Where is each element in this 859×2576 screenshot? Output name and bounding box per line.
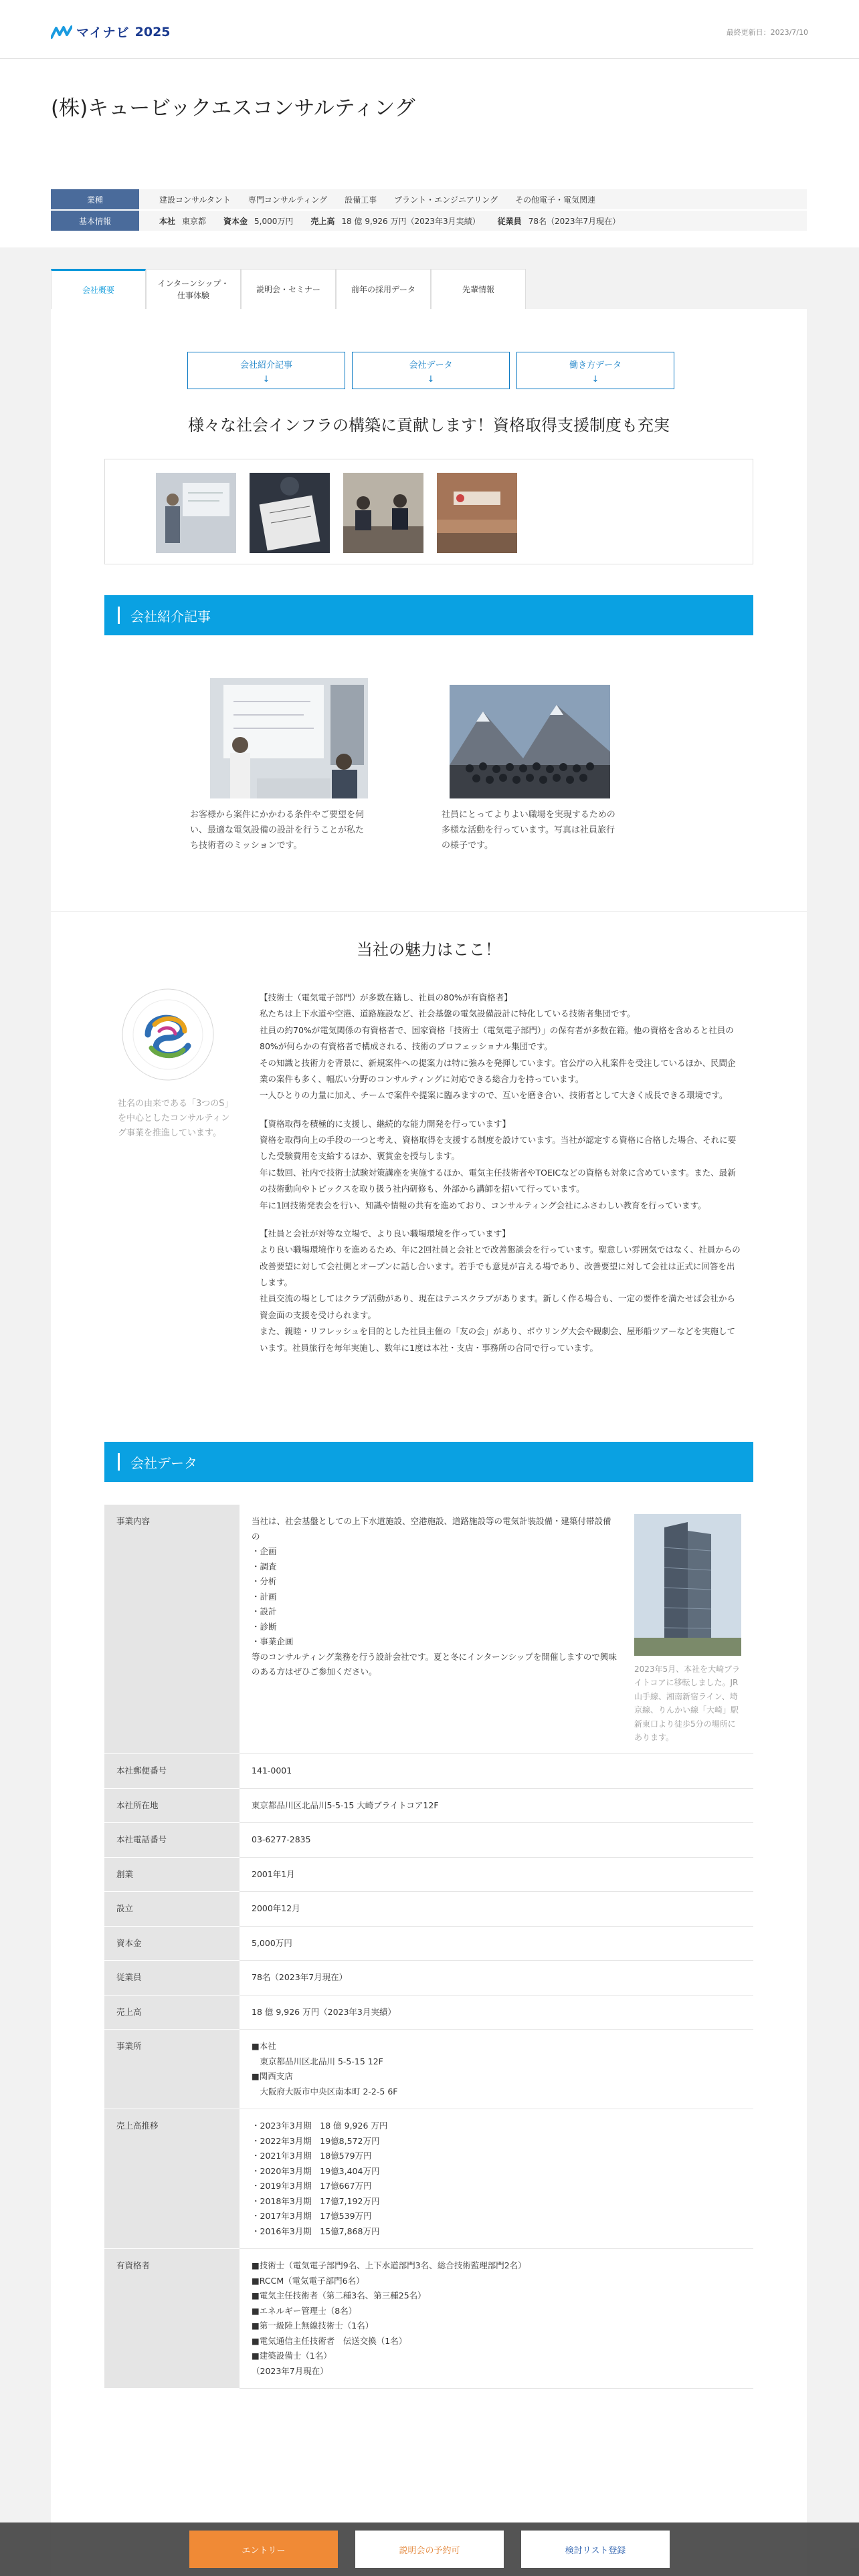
table-key: 本社郵便番号 [104, 1754, 240, 1789]
table-row [104, 1892, 753, 1927]
bottom-action-bar [0, 2523, 859, 2576]
table-key: 設立 [104, 1892, 240, 1927]
table-value: 18 億 9,926 万円（2023年3月実績） [240, 1995, 753, 2030]
table-row [104, 1754, 753, 1789]
anchor-links [187, 352, 674, 389]
article-card-design[interactable] [190, 678, 364, 853]
gallery-photo-office-sign[interactable] [437, 473, 517, 553]
table-value: 141-0001 [240, 1754, 753, 1789]
seminar-reservation-button[interactable]: 説明会の予約可 [355, 2531, 504, 2568]
table-key: 創業 [104, 1857, 240, 1892]
table-value: 5,000万円 [240, 1926, 753, 1961]
charm-paragraph-2: 【資格取得を積極的に支援し、継続的な能力開発を行っています】 資格を取得向上の手段の一つと考え、資格取得を支援する制度を設けています。当社が認定する資格に合格した場合、それに要した受験費用を支給するほか、褒賞金を授与します。 年に数回、社内で技術士試験対策講座を実施するほか、電気主任技術者やTOEICなどの資格も対象に含めています。また、最新の技術動向やトピックスを取り扱う社内研修も、外部から講師を招いて行っています。 年に1回技術発表会を行い、知識や情報の共有を進めており、コンサルティング会社にふさわしい教育を行っています。 [260, 1118, 737, 1210]
table-value: 2001年1月 [240, 1857, 753, 1892]
table-key: 事業所 [104, 2030, 240, 2109]
basic-info-row [51, 211, 807, 231]
brand-name: マイナビ [76, 25, 130, 40]
hq-photo-caption: 2023年5月、本社を大崎ブライトコアに移転しました。JR山手線、湘南新宿ライン、埼京線、りんかい線「大崎」駅 新東口より徒歩5分の場所にあります。 [634, 1665, 747, 1742]
basic-info-values [139, 215, 620, 227]
employees-info: 従業員 78名（2023年7月現在） [497, 216, 621, 226]
company-headline: 様々な社会インフラの構築に貢献します！資格取得支援制度も充実 [188, 416, 670, 435]
hq-building-photo [634, 1514, 741, 1656]
company-info [51, 189, 807, 231]
3s-logo-emblem [118, 984, 218, 1085]
industry-item[interactable]: 専門コンサルティング [248, 195, 328, 205]
table-row [104, 1788, 753, 1823]
industry-row [51, 189, 807, 209]
brand-year: 2025 [134, 24, 171, 39]
table-value-sales-history: ・2023年3月期 18 億 9,926 万円 ・2022年3月期 19億8,572万円 ・2021年3月期 18億579万円 ・2020年3月期 19億3,404万円 ・2019年3月期 17億667万円 ・2018年3月期 17億7,192万円 ・2017年3月期 17億539万円 ・2016年3月期 15億7,868万円 [240, 2109, 753, 2249]
table-value: 78名（2023年7月現在） [240, 1961, 753, 1996]
table-row [104, 2249, 753, 2389]
anchor-workstyle-data[interactable]: 働き方データ ↓ [516, 352, 674, 389]
gallery-photo-presentation[interactable] [156, 473, 236, 553]
table-key: 売上高 [104, 1995, 240, 2030]
gallery-photo-meeting[interactable] [343, 473, 423, 553]
photo-gallery [104, 459, 753, 564]
tab-company-overview[interactable]: 会社概要 [51, 269, 146, 309]
table-key: 有資格者 [104, 2249, 240, 2389]
industry-item[interactable]: 建設コンサルタント [159, 195, 231, 205]
table-value-business [240, 1505, 753, 1754]
arrow-down-icon: ↓ [591, 374, 599, 385]
table-value-offices: ■本社 東京都品川区北品川 5-5-15 12F ■関西支店 大阪府大阪市中央区南本町 2-2-5 6F [240, 2030, 753, 2109]
charm-title: 当社の魅力はここ！ [357, 940, 501, 959]
table-key: 事業内容 [104, 1505, 240, 1754]
table-key: 資本金 [104, 1926, 240, 1961]
company-name: (株)キュービックエスコンサルティング [51, 96, 415, 120]
mynavi-logo[interactable] [51, 23, 171, 41]
industry-item[interactable]: その他電子・電気関連 [515, 195, 596, 205]
table-row [104, 2030, 753, 2109]
emblem-caption: 社名の由来である「3つのS」を中心としたコンサルティング事業を推進しています。 [118, 1099, 233, 1139]
industry-values [139, 194, 595, 205]
table-row [104, 1926, 753, 1961]
capital-info: 資本金 5,000万円 [223, 216, 294, 226]
article-photo-trip [450, 685, 610, 798]
table-key: 売上高推移 [104, 2109, 240, 2249]
table-row [104, 1505, 753, 1754]
article-text-trip: 社員にとってよりよい職場を実現するための多様な活動を行っています。写真は社員旅行の様子です。 [442, 810, 615, 851]
site-header [0, 0, 859, 59]
last-updated: 最終更新日：2023/7/10 [726, 28, 808, 37]
tab-internship-label: インターンシップ・ 仕事体験 [157, 278, 229, 300]
section-header-articles: 会社紹介記事 [104, 595, 753, 635]
section-header-company-data: 会社データ [104, 1442, 753, 1482]
add-to-list-button[interactable]: 検討リスト登録 [521, 2531, 670, 2568]
main-content [51, 309, 807, 2576]
tab-bar [51, 269, 526, 309]
entry-button[interactable]: エントリー [189, 2531, 338, 2568]
tab-senior-info[interactable]: 先輩情報 [431, 269, 526, 309]
top-area [0, 0, 859, 247]
table-value: 2000年12月 [240, 1892, 753, 1927]
charm-paragraph-3: 【社員と会社が対等な立場で、より良い職場環境を作っています】 より良い職場環境作りを進めるため、年に2回社員と会社とで改善懇談会を行っています。聖意しい雰囲気ではなく、社員からの改善要望に対して会社側とオープンに話し合います。若手でも意見が言える場であり、改善要望に対して会社は正式に回答を出します。 社員交流の場としてはクラブ活動があり、現在はテニスクラブがあります。新しく作る場合も、一定の要件を満たせば会社から資金面の支援を受けられます。 また、親睦・リフレッシュを目的とした社員主催の「友の会」があり、ボウリング大会や観劇会、屋形船ツアーなどを実施しています。社員旅行を毎年実施し、数年に1度は本社・支店・事務所の合同で行っています。 [260, 1228, 741, 1353]
table-row [104, 1961, 753, 1996]
sales-info: 売上高 18 億 9,926 万円（2023年3月実績） [310, 216, 480, 226]
gallery-photo-documents[interactable] [250, 473, 330, 553]
basic-info-label: 基本情報 [51, 211, 139, 231]
table-value: 東京都品川区北品川5-5-15 大崎ブライトコア12F [240, 1788, 753, 1823]
charm-paragraph-1: 【技術士（電気電子部門）が多数在籍し、社員の80%が有資格者】 私たちは上下水道や空港、道路施設など、社会基盤の電気設備設計に特化している技術者集団です。 社員の約70%が電気関係の有資格者で、国家資格「技術士（電気電子部門）」の保有者が多数在籍。他の資格を含めると社員の80%が何らかの有資格者で構成される、技術のプロフェッショナル集団です。 その知識と技術力を背景に、新規案件への提案力は特に強みを発揮しています。官公庁の入札案件を受注しているほか、民間企業の案件も多く、幅広い分野のコンサルティングに対応できる総合力を持っています。 一人ひとりの力量に加え、チームで案件や提案に臨みますので、互いを磨き合い、技術者として大きく成長できる環境です。 [260, 992, 736, 1101]
mynavi-logo-icon [51, 25, 72, 39]
article-text-design: お客様から案件にかかわる条件やご要望を伺い、最適な電気設備の設計を行うことが私たち技術者のミッションです。 [190, 810, 365, 851]
hq-building-block [634, 1514, 747, 1744]
table-key: 従業員 [104, 1961, 240, 1996]
arrow-down-icon: ↓ [427, 374, 435, 385]
table-value-qualifications: ■技術士（電気電子部門9名、上下水道部門3名、総合技術監理部門2名） ■RCCM（電気電子部門6名） ■電気主任技術者（第二種3名、第三種25名） ■エネルギー管理士（8名） ■第一級陸上無線技術士（1名） ■電気通信主任技術者 伝送交換（1名） ■建築設備士（1名） （2023年7月現在） [240, 2249, 753, 2389]
hq-info: 本社 東京都 [159, 216, 207, 226]
tab-seminar[interactable]: 説明会・セミナー [241, 269, 336, 309]
arrow-down-icon: ↓ [262, 374, 270, 385]
article-photo-design [210, 678, 368, 798]
table-key: 本社所在地 [104, 1788, 240, 1823]
table-row [104, 2109, 753, 2249]
table-value: 03-6277-2835 [240, 1823, 753, 1858]
anchor-articles[interactable]: 会社紹介記事 ↓ [187, 352, 345, 389]
industry-item[interactable]: プラント・エンジニアリング [394, 195, 498, 205]
table-row [104, 1823, 753, 1858]
table-key: 本社電話番号 [104, 1823, 240, 1858]
article-card-trip[interactable] [442, 678, 615, 853]
industry-item[interactable]: 設備工事 [345, 195, 377, 205]
charm-text [260, 990, 741, 1368]
company-header [0, 59, 859, 247]
tab-recruit-data[interactable]: 前年の採用データ [336, 269, 431, 309]
table-row [104, 1995, 753, 2030]
tab-internship[interactable] [146, 269, 241, 309]
company-data-table [104, 1505, 753, 2389]
industry-label: 業種 [51, 189, 139, 209]
anchor-company-data[interactable]: 会社データ ↓ [352, 352, 510, 389]
business-description: 当社は、社会基盤としての上下水道施設、空港施設、道路施設等の電気計装設備・建築付帯設備の ・企画 ・調査 ・分析 ・計画 ・設計 ・診断 ・事業企画 等のコンサルティング業務を行う設計会社です。夏と冬にインターンシップを開催しますので興味のある方はぜひご参加ください。 [252, 1516, 617, 1677]
table-row [104, 1857, 753, 1892]
